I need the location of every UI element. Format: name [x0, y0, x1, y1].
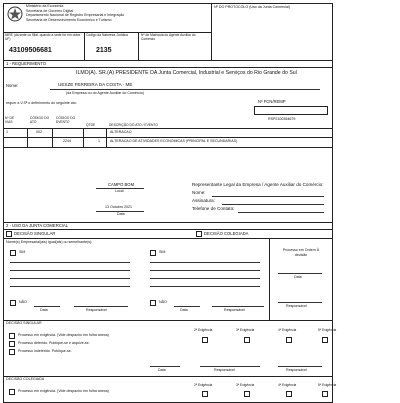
option-indeferido-label: Processo indeferido. Publique-se.: [18, 349, 72, 353]
sim-label-2: SIM: [159, 250, 166, 254]
company-name: UESZE FERREIRA DA COSTA - ME: [58, 82, 133, 87]
request-text: requer a V.Sª o deferimento do seguinte ato:: [6, 101, 77, 105]
date-label-4: Data: [158, 368, 166, 372]
date-label-3: Data: [294, 275, 302, 279]
resp-label-5: Responsável: [286, 368, 307, 372]
nire-value: 43109506681: [9, 47, 52, 54]
table-cell-ato: 002: [36, 129, 42, 134]
sim-checkbox-1[interactable]: [10, 250, 16, 256]
table-cell-desc: ALTERACAO: [110, 129, 132, 134]
exig-2-checkbox[interactable]: [202, 337, 208, 343]
table-cell-evento: 2244: [63, 139, 71, 143]
date-label: Data: [117, 212, 125, 216]
col-exig-3-checkbox[interactable]: [244, 391, 250, 397]
option-exigencia-label: Processo em exigência. (Vide despacho em folha anexa): [18, 333, 109, 337]
exig-3-label: 3ª Exigência: [236, 328, 255, 332]
names-question: Nome(s) Empresarial(ais) igual(ais) ou semelhante(s):: [6, 240, 93, 244]
col-header-evento: CÓDIGO DO EVENTO: [56, 116, 76, 124]
col-option-exigencia-checkbox[interactable]: [9, 389, 15, 395]
col-exig-2-checkbox[interactable]: [202, 391, 208, 397]
decisao-colegiada-label: DECISÃO COLEGIADA: [204, 231, 249, 236]
rep-signature-field[interactable]: [222, 204, 324, 205]
process-order-label: Processo em Ordem À decisão: [282, 248, 320, 257]
section1-title: 1 - REQUERIMENTO: [6, 60, 47, 66]
section2-title: 2 - USO DA JUNTA COMERCIAL: [6, 222, 69, 228]
col-exig-4-checkbox[interactable]: [286, 391, 292, 397]
fcn-field: [254, 106, 328, 115]
nao-checkbox-2[interactable]: [150, 300, 156, 306]
option-indeferido-checkbox[interactable]: [9, 349, 15, 355]
resp-label-3: Responsável: [286, 304, 307, 308]
option-deferido-label: Processo deferido. Publique-se e arquive-se.: [18, 341, 90, 345]
ministry-line-2: Secretaria de Governo Digital: [26, 8, 74, 13]
col-exig-2-label: 2ª Exigência: [194, 383, 213, 387]
resp-label-1: Responsável: [86, 308, 107, 312]
nire-label: NIRE (da sede ou filial, quando a sede for em outra UF): [5, 33, 81, 41]
sim-checkbox-2[interactable]: [150, 250, 156, 256]
sim-label-1: SIM: [19, 250, 26, 254]
col-exig-4-label: 4ª Exigência: [278, 383, 297, 387]
option-deferido-checkbox[interactable]: [9, 341, 15, 347]
nature-value: 2135: [96, 47, 112, 54]
ministry-line-1: Ministério da Economia: [26, 4, 64, 8]
decisao-colegiada-checkbox[interactable]: [196, 231, 202, 237]
name-label: Nome:: [6, 83, 19, 88]
exig-2-label: 2ª Exigência: [194, 328, 213, 332]
option-exigencia-checkbox[interactable]: [9, 333, 15, 339]
coat-of-arms-logo: [6, 5, 24, 23]
exig-4-label: 4ª Exigência: [278, 328, 297, 332]
exig-3-checkbox[interactable]: [244, 337, 250, 343]
protocol-field: [212, 12, 332, 59]
rep-phone-field[interactable]: [238, 212, 324, 213]
col-header-qtde: QTDE: [86, 123, 96, 127]
decisao-singular-checkbox[interactable]: [6, 231, 12, 237]
date-label-1: Data: [40, 308, 48, 312]
singular-title: DECISÃO SINGULAR: [6, 321, 42, 325]
col-header-vias: Nº DE VIAS: [5, 116, 15, 124]
resp-label-2: Responsável: [224, 308, 245, 312]
exig-5-label: 5ª Exigência: [318, 328, 337, 332]
nature-label: Código da Natureza Jurídica: [86, 33, 128, 37]
table-cell-qtde: 1: [98, 139, 100, 143]
rep-name-field[interactable]: [212, 196, 324, 197]
col-exig-5-checkbox[interactable]: [322, 391, 328, 397]
col-option-exigencia-label: Processo em exigência. (Vide despacho em folha anexa): [18, 389, 109, 393]
rep-signature-label: Assinatura:: [192, 198, 215, 203]
col-header-desc: DESCRIÇÃO DO ATO / EVENTO: [109, 123, 158, 127]
nao-label-1: NÃO: [19, 300, 27, 304]
ministry-line-3: Departamento Nacional de Registro Empresarial e Integração: [26, 13, 125, 17]
fcn-label: Nº FCN/REMP: [258, 99, 286, 104]
date-label-2: Data: [180, 308, 188, 312]
rep-phone-label: Telefone de Contato:: [192, 206, 235, 211]
name-hint: (da Empresa ou do Agente Auxiliar do Comércio): [66, 91, 144, 95]
protocol-label: Nº DO PROTOCOLO (Uso da Junta Comercial): [214, 5, 290, 9]
rep-name-label: Nome:: [192, 190, 206, 195]
local-value: CAMPO BOM: [108, 182, 135, 187]
resp-label-4: Responsável: [214, 368, 235, 372]
exig-5-checkbox[interactable]: [322, 337, 328, 343]
col-header-ato: CÓDIGO DO ATO: [30, 116, 50, 124]
date-value: 13 Outubro 2021: [105, 205, 132, 209]
decisao-singular-label: DECISÃO SINGULAR: [14, 231, 56, 236]
table-cell-desc-2: ALTERACAO DE ATIVIDADES ECONOMICAS (PRINCIPAL E SECUNDARIAS): [110, 139, 238, 143]
agent-label: Nº de Matrícula do Agente Auxiliar do Comércio: [141, 33, 196, 41]
addressee: ILMO(A). SR.(A) PRESIDENTE DA Junta Comercial, Industrial e Serviços do Rio Grande do Sul: [76, 70, 297, 76]
exig-4-checkbox[interactable]: [286, 337, 292, 343]
nao-checkbox-1[interactable]: [10, 300, 16, 306]
colegiada-title: DECISÃO COLEGIADA: [6, 377, 45, 381]
table-row: 1: [6, 129, 8, 134]
ministry-line-4: Secretaria de Desenvolvimento Econômico e Turismo: [26, 17, 112, 22]
fcn-value: RSP2100354679: [268, 117, 296, 121]
local-label: Local: [115, 189, 124, 193]
nao-label-2: NÃO: [159, 300, 167, 304]
col-exig-3-label: 3ª Exigência: [236, 383, 255, 387]
representative-title: Representante Legal da Empresa / Agente Auxiliar do Comércio:: [192, 182, 324, 187]
col-exig-5-label: 5ª Exigência: [318, 383, 337, 387]
